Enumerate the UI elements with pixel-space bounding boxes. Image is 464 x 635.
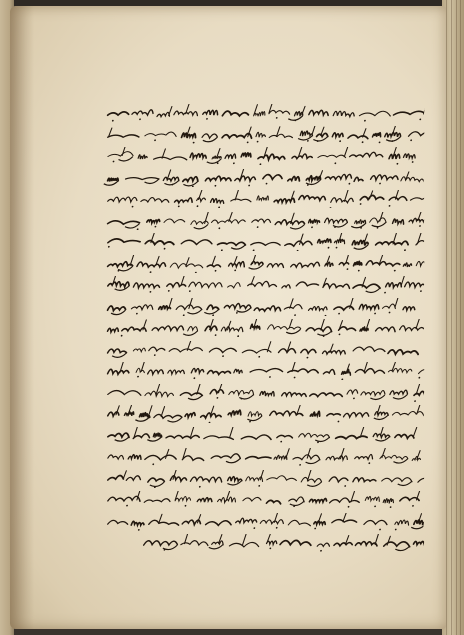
manuscript-line <box>103 534 426 552</box>
ink-strokes <box>103 190 426 208</box>
ink-strokes <box>103 319 426 337</box>
manuscript-line <box>103 276 426 294</box>
manuscript-line <box>103 470 426 488</box>
manuscript-line <box>103 169 426 187</box>
ink-strokes <box>103 298 426 316</box>
manuscript-line <box>103 147 426 165</box>
ink-strokes <box>103 491 426 509</box>
ink-strokes <box>103 427 426 445</box>
manuscript-line <box>103 491 426 509</box>
ink-strokes <box>103 276 426 294</box>
ink-strokes <box>103 448 426 466</box>
manuscript-line <box>103 384 426 402</box>
manuscript-line <box>103 513 426 531</box>
manuscript-line <box>103 298 426 316</box>
manuscript-line <box>103 190 426 208</box>
ink-strokes <box>103 534 426 552</box>
manuscript-line <box>103 405 426 423</box>
ink-strokes <box>103 104 426 122</box>
ink-strokes <box>103 147 426 165</box>
manuscript-line <box>103 212 426 230</box>
ink-strokes <box>103 513 426 531</box>
gutter-shadow <box>10 6 34 629</box>
manuscript-line <box>103 341 426 359</box>
manuscript-line <box>103 448 426 466</box>
ink-strokes <box>103 362 426 380</box>
ink-strokes <box>103 212 426 230</box>
ink-strokes <box>103 341 426 359</box>
ink-strokes <box>103 405 426 423</box>
ink-strokes <box>103 126 426 144</box>
manuscript-line <box>103 319 426 337</box>
manuscript-line <box>103 233 426 251</box>
ink-strokes <box>103 233 426 251</box>
ink-strokes <box>103 384 426 402</box>
ink-strokes <box>103 169 426 187</box>
manuscript-line <box>103 362 426 380</box>
ink-strokes <box>103 470 426 488</box>
manuscript-text-block <box>104 104 424 556</box>
manuscript-line <box>103 427 426 445</box>
manuscript-line <box>103 104 426 122</box>
manuscript-line <box>103 126 426 144</box>
ink-strokes <box>103 255 426 273</box>
manuscript-line <box>103 255 426 273</box>
